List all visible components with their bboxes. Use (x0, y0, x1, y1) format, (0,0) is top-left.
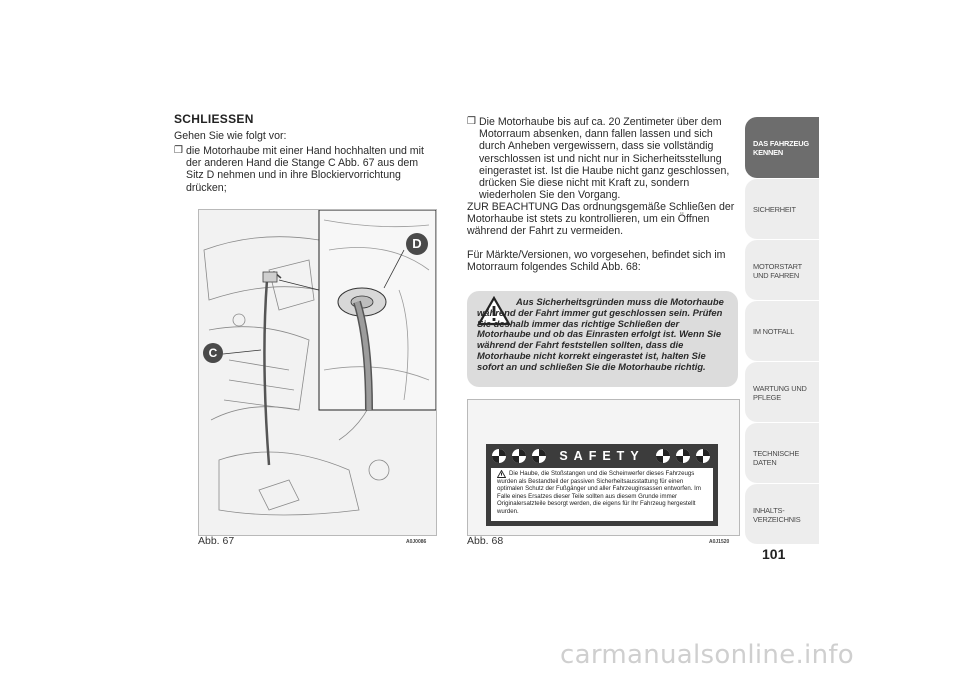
tab-inhaltsverzeichnis[interactable]: INHALTS-VERZEICHNIS (745, 484, 819, 544)
note-text: ZUR BEACHTUNG Das ordnungsgemäße Schließen der Motorhaube ist stets zu kontrollieren, um ein Öffnen während der Fahrt zu vermeiden. (467, 201, 735, 238)
tab-motorstart-und-fahren[interactable]: MOTORSTART UND FAHREN (745, 240, 819, 300)
safety-header (486, 447, 718, 465)
callout-d-label: D (406, 233, 428, 255)
safety-title: SAFETY (559, 449, 645, 463)
bullet-item-1 (174, 145, 436, 194)
tab-im-notfall[interactable]: IM NOTFALL (745, 301, 819, 361)
tab-wartung-und-pflege[interactable]: WARTUNG UND PFLEGE (745, 362, 819, 422)
intro-text: Gehen Sie wie folgt vor: (174, 130, 287, 142)
bullet-text: die Motorhaube mit einer Hand hochhalten und mit der anderen Hand die Stange C Abb. 67 aus dem Sitz D nehmen und in ihre Blockiervorrichtung drücken; (186, 145, 424, 194)
figure-67-code: A0J0086 (406, 539, 427, 545)
watermark: carmanualsonline.info (560, 640, 855, 670)
crash-marker-icons-right (654, 447, 714, 465)
bullet-mark: ❒ (467, 116, 476, 127)
safety-text-panel (491, 468, 713, 521)
figure-67-caption: Abb. 67 (198, 535, 235, 547)
tab-technische-daten[interactable]: TECHNISCHE DATEN (745, 423, 819, 483)
figure-68-caption: Abb. 68 (467, 535, 504, 547)
safety-text: Die Haube, die Stoßstangen und die Scheinwerfer dieses Fahrzeugs wurden als Bestandteil der passiven Sicherheitsausstattung für einen optimalen Schutz der Fußgänger und aller Fahrzeuginsassen entworfen. Im Falle eines Ersatzes dieser Teile sollten aus diesem Grunde immer Originalersatzteile besorgt werden, die eigens für Ihr Fahrzeug hergestellt wurden. (497, 470, 701, 515)
markets-text: Für Märkte/Versionen, wo vorgesehen, befindet sich im Motorraum folgendes Schild Abb. 68: (467, 249, 726, 274)
bullet-item-2 (467, 116, 739, 201)
warning-triangle-icon (497, 470, 506, 478)
page-number: 101 (762, 546, 786, 562)
safety-label (486, 444, 718, 526)
warning-box (467, 291, 738, 387)
warning-text: Aus Sicherheitsgründen muss die Motorhaube während der Fahrt immer gut geschlossen sein. Prüfen Sie deshalb immer das richtige Schließen der Motorhaube und ob das Einrasten erfolgt ist. Wenn Sie während der Fahrt feststellen sollten, dass die Motorhaube nicht korrekt eingerastet ist, halten Sie sofort an und schließen Sie die Motorhaube richtig. (477, 296, 724, 372)
bullet-mark: ❒ (174, 145, 183, 156)
callout-c-label: C (203, 343, 223, 363)
tab-sicherheit[interactable]: SICHERHEIT (745, 179, 819, 239)
figure-68-code: A0J1520 (709, 539, 730, 545)
crash-marker-icons-left (490, 447, 550, 465)
figure-67-image (198, 209, 437, 536)
engine-bay-illustration (199, 210, 436, 535)
section-heading: SCHLIESSEN (174, 112, 254, 126)
bullet-text: Die Motorhaube bis auf ca. 20 Zentimeter über dem Motorraum absenken, dann fallen lassen und sich durch Anheben vergewissern, dass sie vollständig verschlossen ist und nicht nur in Sicherheitsstellung eingerastet ist. Ist die Haube nicht ganz geschlossen, drücken Sie diese nicht mit Kraft zu, sondern wiederholen Sie den Vorgang. (479, 116, 730, 202)
tab-das-fahrzeug-kennen[interactable]: DAS FAHRZEUG KENNEN (745, 117, 819, 178)
